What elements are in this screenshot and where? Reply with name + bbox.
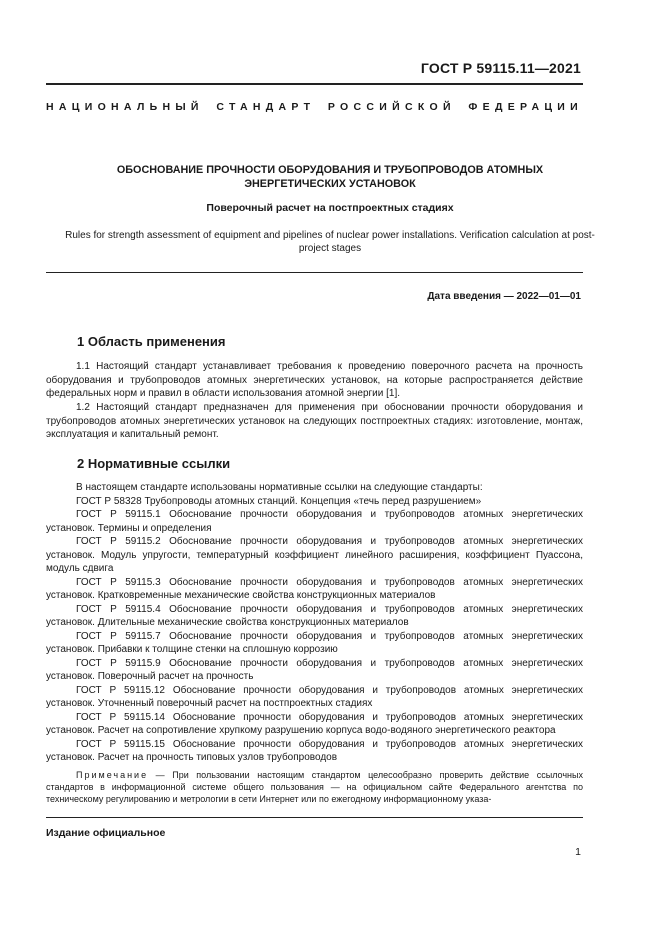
document-code: ГОСТ Р 59115.11—2021 [420, 60, 581, 76]
reference-item: ГОСТ Р 59115.12 Обоснование прочности оборудования и трубопроводов атомных энергетических установок. Уточненный поверочный расчет на постпроектных стадиях [46, 684, 583, 709]
document-subtitle: Поверочный расчет на постпроектных стадиях [206, 202, 454, 214]
reference-item: ГОСТ Р 59115.7 Обоснование прочности оборудования и трубопроводов атомных энергетических установок. Прибавки к толщине стенки на сплошную коррозию [46, 630, 583, 655]
document-title-line-1: ОБОСНОВАНИЕ ПРОЧНОСТИ ОБОРУДОВАНИЯ И ТРУБОПРОВОДОВ АТОМНЫХ [116, 164, 544, 176]
reference-item: ГОСТ Р 58328 Трубопроводы атомных станций. Концепция «течь перед разрушением» [76, 495, 482, 507]
references-list [46, 481, 583, 765]
english-title-line-2: project stages [298, 243, 362, 254]
header-divider [46, 83, 583, 85]
national-standard-banner: НАЦИОНАЛЬНЫЙ СТАНДАРТ РОССИЙСКОЙ ФЕДЕРАЦИИ [46, 101, 583, 113]
section-2-heading: 2 Нормативные ссылки [77, 456, 231, 471]
introduction-date: Дата введения — 2022—01—01 [427, 291, 581, 302]
english-title [44, 229, 616, 255]
english-title-line-1: Rules for strength assessment of equipment and pipelines of nuclear power installations. Verification calculation at post- [65, 230, 595, 241]
note-label: Примечание [76, 770, 149, 780]
document-title-line-2: ЭНЕРГЕТИЧЕСКИХ УСТАНОВОК [244, 178, 416, 190]
references-intro: В настоящем стандарте использованы нормативные ссылки на следующие стандарты: [76, 482, 483, 493]
official-edition-label: Издание официальное [46, 827, 166, 839]
note-text: — При пользовании настоящим стандартом целесообразно проверить действие ссылочных стандартов в информационной системе общего пользования — на официальном сайте Федерального агентства по техническому регулированию и метрологии в сети Интернет или по ежегодному информационному указа- [46, 770, 583, 804]
note-paragraph [46, 769, 583, 805]
section-1-paragraph-1 [46, 360, 583, 401]
document-title [60, 163, 600, 191]
reference-item: ГОСТ Р 59115.2 Обоснование прочности оборудования и трубопроводов атомных энергетических установок. Модуль упругости, температурный коэффициент линейного расширения, коэффициент Пуассона, модуль сдвига [46, 536, 583, 574]
section-1-paragraph-1-text: 1.1 Настоящий стандарт устанавливает требования к проведению поверочного расчета на прочность оборудования и трубопроводов атомных энергетических установок, на которые распространяется действие федеральных норм и правил в области использования атомной энергии [1]. [46, 361, 583, 399]
reference-item: ГОСТ Р 59115.4 Обоснование прочности оборудования и трубопроводов атомных энергетических установок. Длительные механические свойства конструкционных материалов [46, 603, 583, 628]
reference-item: ГОСТ Р 59115.15 Обоснование прочности оборудования и трубопроводов атомных энергетических установок. Расчет на прочность типовых узлов трубопроводов [46, 738, 583, 763]
section-1-paragraph-2 [46, 401, 583, 442]
reference-item: ГОСТ Р 59115.1 Обоснование прочности оборудования и трубопроводов атомных энергетических установок. Термины и определения [46, 509, 583, 534]
reference-item: ГОСТ Р 59115.9 Обоснование прочности оборудования и трубопроводов атомных энергетических установок. Поверочный расчет на прочность [46, 657, 583, 682]
reference-item: ГОСТ Р 59115.14 Обоснование прочности оборудования и трубопроводов атомных энергетических установок. Расчет на сопротивление хрупкому разрушению корпуса водо-водяного энергетического реактора [46, 711, 583, 736]
section-1-paragraph-2-text: 1.2 Настоящий стандарт предназначен для применения при обосновании прочности оборудования и трубопроводов атомных энергетических установок на следующих постпроектных стадиях: изготовление, монтаж, эксплуатация и капитальный ремонт. [46, 402, 583, 440]
reference-item: ГОСТ Р 59115.3 Обоснование прочности оборудования и трубопроводов атомных энергетических установок. Кратковременные механические свойства конструкционных материалов [46, 576, 583, 601]
page-number: 1 [575, 846, 581, 858]
section-1-heading: 1 Область применения [77, 334, 226, 349]
footer-divider [46, 817, 583, 818]
date-divider [46, 272, 583, 273]
